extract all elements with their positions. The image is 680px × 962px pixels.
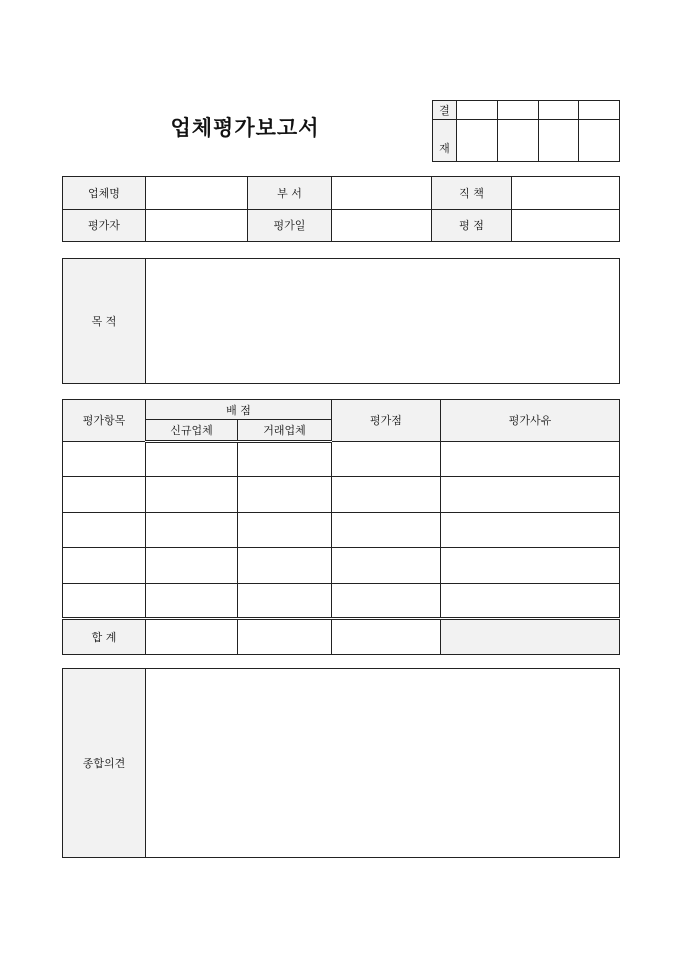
department-label: 부 서 bbox=[248, 177, 332, 210]
existing-score-cell[interactable] bbox=[238, 583, 332, 619]
info-table bbox=[62, 176, 620, 242]
item-header: 평가항목 bbox=[63, 400, 146, 442]
table-row bbox=[63, 477, 620, 513]
opinion-table bbox=[62, 668, 620, 858]
new-company-header: 신규업체 bbox=[146, 420, 238, 441]
reason-cell[interactable] bbox=[441, 548, 620, 584]
new-score-cell[interactable] bbox=[146, 512, 238, 548]
existing-score-cell[interactable] bbox=[238, 512, 332, 548]
eval-date-label: 평가일 bbox=[248, 209, 332, 242]
existing-score-cell[interactable] bbox=[238, 548, 332, 584]
evaluator-label: 평가자 bbox=[63, 209, 146, 242]
table-row bbox=[63, 441, 620, 477]
approval-header-cell bbox=[579, 101, 620, 120]
new-score-cell[interactable] bbox=[146, 477, 238, 513]
approval-sign-cell[interactable] bbox=[579, 120, 620, 162]
approval-header-cell bbox=[538, 101, 579, 120]
item-cell[interactable] bbox=[63, 548, 146, 584]
evaluation-table bbox=[62, 399, 620, 655]
rating-label: 평 점 bbox=[432, 209, 512, 242]
existing-company-header: 거래업체 bbox=[238, 420, 332, 441]
approval-box bbox=[432, 100, 620, 162]
existing-score-cell[interactable] bbox=[238, 441, 332, 477]
allocation-header: 배 점 bbox=[146, 400, 332, 420]
company-name-field[interactable] bbox=[146, 177, 248, 210]
approval-label-top: 결 bbox=[433, 101, 457, 120]
approval-header-cell bbox=[497, 101, 538, 120]
total-existing-cell[interactable] bbox=[238, 619, 332, 655]
purpose-field[interactable] bbox=[146, 259, 620, 384]
total-reason-cell bbox=[441, 619, 620, 655]
score-cell[interactable] bbox=[332, 441, 441, 477]
table-row bbox=[63, 548, 620, 584]
position-label: 직 책 bbox=[432, 177, 512, 210]
reason-cell[interactable] bbox=[441, 441, 620, 477]
table-row bbox=[63, 512, 620, 548]
rating-field[interactable] bbox=[512, 209, 620, 242]
evaluator-field[interactable] bbox=[146, 209, 248, 242]
item-cell[interactable] bbox=[63, 512, 146, 548]
item-cell[interactable] bbox=[63, 441, 146, 477]
total-label: 합 계 bbox=[63, 619, 146, 655]
total-score-cell[interactable] bbox=[332, 619, 441, 655]
department-field[interactable] bbox=[332, 177, 432, 210]
score-cell[interactable] bbox=[332, 512, 441, 548]
score-cell[interactable] bbox=[332, 583, 441, 619]
new-score-cell[interactable] bbox=[146, 441, 238, 477]
position-field[interactable] bbox=[512, 177, 620, 210]
company-name-label: 업체명 bbox=[63, 177, 146, 210]
score-cell[interactable] bbox=[332, 477, 441, 513]
eval-date-field[interactable] bbox=[332, 209, 432, 242]
opinion-field[interactable] bbox=[146, 669, 620, 858]
reason-cell[interactable] bbox=[441, 583, 620, 619]
approval-sign-cell[interactable] bbox=[497, 120, 538, 162]
opinion-label: 종합의견 bbox=[63, 669, 146, 858]
score-cell[interactable] bbox=[332, 548, 441, 584]
approval-sign-cell[interactable] bbox=[538, 120, 579, 162]
approval-sign-cell[interactable] bbox=[457, 120, 498, 162]
total-row bbox=[63, 619, 620, 655]
new-score-cell[interactable] bbox=[146, 583, 238, 619]
item-cell[interactable] bbox=[63, 583, 146, 619]
score-header: 평가점 bbox=[332, 400, 441, 442]
reason-header: 평가사유 bbox=[441, 400, 620, 442]
approval-label-bottom: 재 bbox=[433, 120, 457, 162]
existing-score-cell[interactable] bbox=[238, 477, 332, 513]
document-title: 업체평가보고서 bbox=[170, 116, 320, 140]
reason-cell[interactable] bbox=[441, 512, 620, 548]
reason-cell[interactable] bbox=[441, 477, 620, 513]
approval-header-cell bbox=[457, 101, 498, 120]
table-row bbox=[63, 583, 620, 619]
new-score-cell[interactable] bbox=[146, 548, 238, 584]
item-cell[interactable] bbox=[63, 477, 146, 513]
purpose-table bbox=[62, 258, 620, 384]
purpose-label: 목 적 bbox=[63, 259, 146, 384]
total-new-cell[interactable] bbox=[146, 619, 238, 655]
